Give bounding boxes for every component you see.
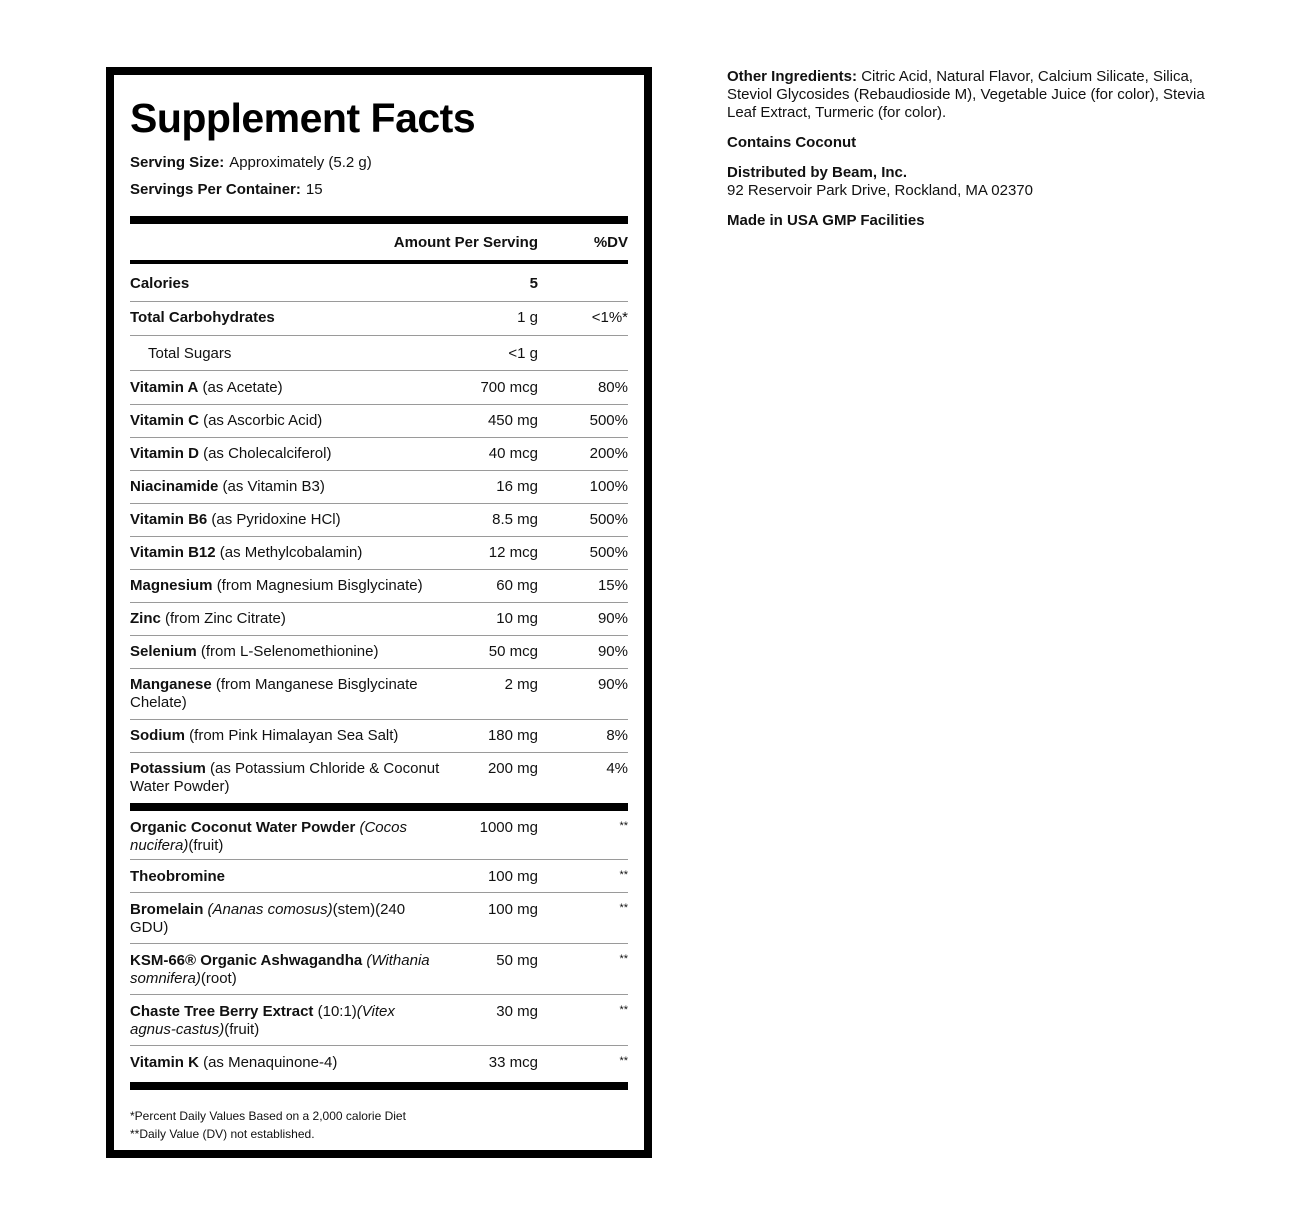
nutrient-amount: 10 mg: [496, 610, 538, 627]
nutrient-name: Total Carbohydrates: [130, 309, 275, 326]
ingredient-amount: 100 mg: [487, 901, 538, 918]
label-side-info: [727, 68, 1217, 230]
table-row: [130, 860, 628, 893]
table-row: [130, 995, 628, 1046]
ingredient-latin: (Vitex agnus-castus): [130, 1003, 395, 1038]
serving-size-label: Serving Size:: [130, 154, 225, 171]
ingredient-dv: **: [619, 1004, 628, 1016]
nutrient-source: (from Magnesium Bisglycinate): [216, 577, 423, 594]
nutrient-name: Vitamin D: [130, 445, 199, 462]
ingredient-part: (root): [200, 970, 237, 987]
nutrient-amount: 2 mg: [504, 676, 538, 693]
ingredient-part: (stem)(240 GDU): [130, 901, 406, 936]
servings-value: 15: [305, 181, 323, 198]
table-row: [130, 893, 628, 944]
nutrient-amount: 700 mcg: [480, 379, 538, 396]
ingredient-amount: 33 mcg: [488, 1054, 538, 1071]
nutrient-name: Selenium: [130, 643, 197, 660]
nutrient-dv: 100%: [589, 478, 628, 495]
header-amount-per-serving: Amount Per Serving: [393, 234, 538, 251]
table-row: [130, 438, 628, 471]
nutrient-dv: 500%: [589, 544, 628, 561]
nutrient-amount: 1 g: [517, 309, 538, 326]
nutrient-amount: 450 mg: [487, 412, 538, 429]
nutrient-amount: 60 mg: [496, 577, 538, 594]
nutrient-name: Zinc: [130, 610, 161, 627]
allergen-text: Contains Coconut: [727, 134, 857, 151]
nutrient-amount: 200 mg: [487, 760, 538, 777]
footnote-not-established: **Daily Value (DV) not established.: [130, 1127, 315, 1141]
nutrient-source: (as Pyridoxine HCl): [211, 511, 341, 528]
ingredient-name: Theobromine: [130, 868, 226, 885]
nutrient-amount: 180 mg: [487, 727, 538, 744]
nutrient-dv: 8%: [606, 727, 628, 744]
nutrient-name: Magnesium: [130, 577, 213, 594]
nutrient-source: (as Vitamin B3): [222, 478, 325, 495]
ingredient-name: Organic Coconut Water Powder: [130, 819, 356, 836]
footnote-dv: *Percent Daily Values Based on a 2,000 calorie Diet: [130, 1109, 406, 1123]
ingredient-name: KSM-66® Organic Ashwagandha: [130, 952, 363, 969]
table-row: [130, 753, 628, 803]
nutrient-name: Sodium: [130, 727, 185, 744]
nutrient-amount: 8.5 mg: [492, 511, 538, 528]
nutrient-amount: 50 mcg: [488, 643, 538, 660]
nutrient-name: Calories: [130, 275, 190, 292]
supplement-facts-panel: [106, 67, 652, 1158]
table-row: [130, 302, 628, 336]
table-row: [130, 405, 628, 438]
table-row: [130, 669, 628, 720]
nutrient-name: Potassium: [130, 760, 206, 777]
table-row: [130, 504, 628, 537]
distributor-address: 92 Reservoir Park Drive, Rockland, MA 02370: [727, 182, 1033, 199]
nutrient-name: Total Sugars: [148, 345, 232, 362]
ingredient-dv: **: [619, 902, 628, 914]
nutrient-name: Niacinamide: [130, 478, 219, 495]
ingredient-amount: 1000 mg: [479, 819, 538, 836]
nutrient-source: (from Zinc Citrate): [165, 610, 286, 627]
nutrient-source: (as Cholecalciferol): [203, 445, 332, 462]
nutrient-source: (as Methylcobalamin): [219, 544, 363, 561]
serving-size-value: Approximately (5.2 g): [229, 154, 372, 171]
nutrient-source: (as Potassium Chloride & Coconut Water Powder): [130, 760, 440, 795]
table-row: [130, 537, 628, 570]
nutrient-dv: 500%: [589, 412, 628, 429]
table-row: [130, 603, 628, 636]
nutrient-rows: [130, 264, 628, 803]
nutrient-name: Vitamin B12: [130, 544, 216, 561]
ingredient-rows: [130, 811, 628, 1080]
table-row: [130, 371, 628, 405]
ingredient-source: (as Menaquinone-4): [203, 1054, 338, 1071]
distributor-name: [727, 164, 1217, 182]
ingredient-amount: 50 mg: [496, 952, 538, 969]
divider-bottom: [130, 1082, 628, 1090]
nutrient-amount: <1 g: [508, 345, 538, 362]
nutrient-name: Vitamin B6: [130, 511, 208, 528]
table-row: [130, 471, 628, 504]
ingredient-part: (fruit): [188, 837, 224, 854]
table-row: [130, 570, 628, 603]
nutrient-name: Vitamin C: [130, 412, 199, 429]
ingredient-dv: **: [619, 869, 628, 881]
ingredient-ratio: (10:1): [317, 1003, 357, 1020]
ingredient-name: Bromelain: [130, 901, 204, 918]
divider-middle: [130, 803, 628, 811]
ingredient-dv: **: [619, 953, 628, 965]
divider-top: [130, 216, 628, 224]
ingredient-amount: 30 mg: [496, 1003, 538, 1020]
ingredient-dv: **: [619, 820, 628, 832]
header-dv: %DV: [593, 234, 628, 251]
made-in-text: Made in USA GMP Facilities: [727, 212, 925, 229]
nutrient-dv: 200%: [589, 445, 628, 462]
serving-size: [130, 154, 372, 171]
ingredient-dv: **: [619, 1055, 628, 1067]
nutrient-source: (from Manganese Bisglycinate Chelate): [130, 676, 418, 711]
nutrient-source: (from L-Selenomethionine): [200, 643, 379, 660]
nutrient-dv: 4%: [606, 760, 628, 777]
table-row: [130, 944, 628, 995]
nutrient-source: (as Acetate): [202, 379, 283, 396]
ingredient-name: Chaste Tree Berry Extract: [130, 1003, 314, 1020]
distributor-label: Distributed by Beam, Inc.: [727, 164, 908, 181]
ingredient-amount: 100 mg: [487, 868, 538, 885]
servings-per-container: [130, 181, 323, 198]
other-ingredients-text: Citric Acid, Natural Flavor, Calcium Silicate, Silica, Steviol Glycosides (Rebaudioside M), Vegetable Juice (for color), Stevia Leaf Extract, Turmeric (for color).: [727, 68, 1205, 121]
ingredient-part: (fruit): [224, 1021, 260, 1038]
table-row: [130, 336, 628, 371]
table-row: [130, 720, 628, 753]
nutrient-name: Vitamin A: [130, 379, 199, 396]
nutrient-dv: 90%: [597, 610, 628, 627]
nutrient-dv: 80%: [597, 379, 628, 396]
nutrient-source: (from Pink Himalayan Sea Salt): [189, 727, 399, 744]
ingredient-latin: (Cocos nucifera): [130, 819, 407, 854]
table-row: [130, 811, 628, 860]
ingredient-name: Vitamin K: [130, 1054, 199, 1071]
nutrient-source: (as Ascorbic Acid): [203, 412, 323, 429]
ingredient-latin: (Ananas comosus): [207, 901, 333, 918]
nutrient-dv: 90%: [597, 676, 628, 693]
nutrient-amount: 16 mg: [496, 478, 538, 495]
nutrient-dv: <1%*: [591, 309, 628, 326]
nutrient-amount: 40 mcg: [488, 445, 538, 462]
nutrient-name: Manganese: [130, 676, 212, 693]
ingredient-latin: (Withania somnifera): [130, 952, 430, 987]
nutrient-dv: 90%: [597, 643, 628, 660]
made-in-statement: [727, 212, 1217, 230]
facts-title: Supplement Facts: [130, 95, 476, 141]
other-ingredients-label: Other Ingredients:: [727, 68, 858, 85]
table-row: [130, 1046, 628, 1080]
nutrient-amount: 12 mcg: [488, 544, 538, 561]
nutrient-dv: 500%: [589, 511, 628, 528]
other-ingredients: [727, 68, 1217, 122]
table-row: [130, 264, 628, 302]
allergen-statement: [727, 134, 1217, 152]
table-row: [130, 636, 628, 669]
servings-label: Servings Per Container:: [130, 181, 301, 198]
nutrient-dv: 15%: [597, 577, 628, 594]
nutrient-amount: 5: [529, 275, 538, 292]
